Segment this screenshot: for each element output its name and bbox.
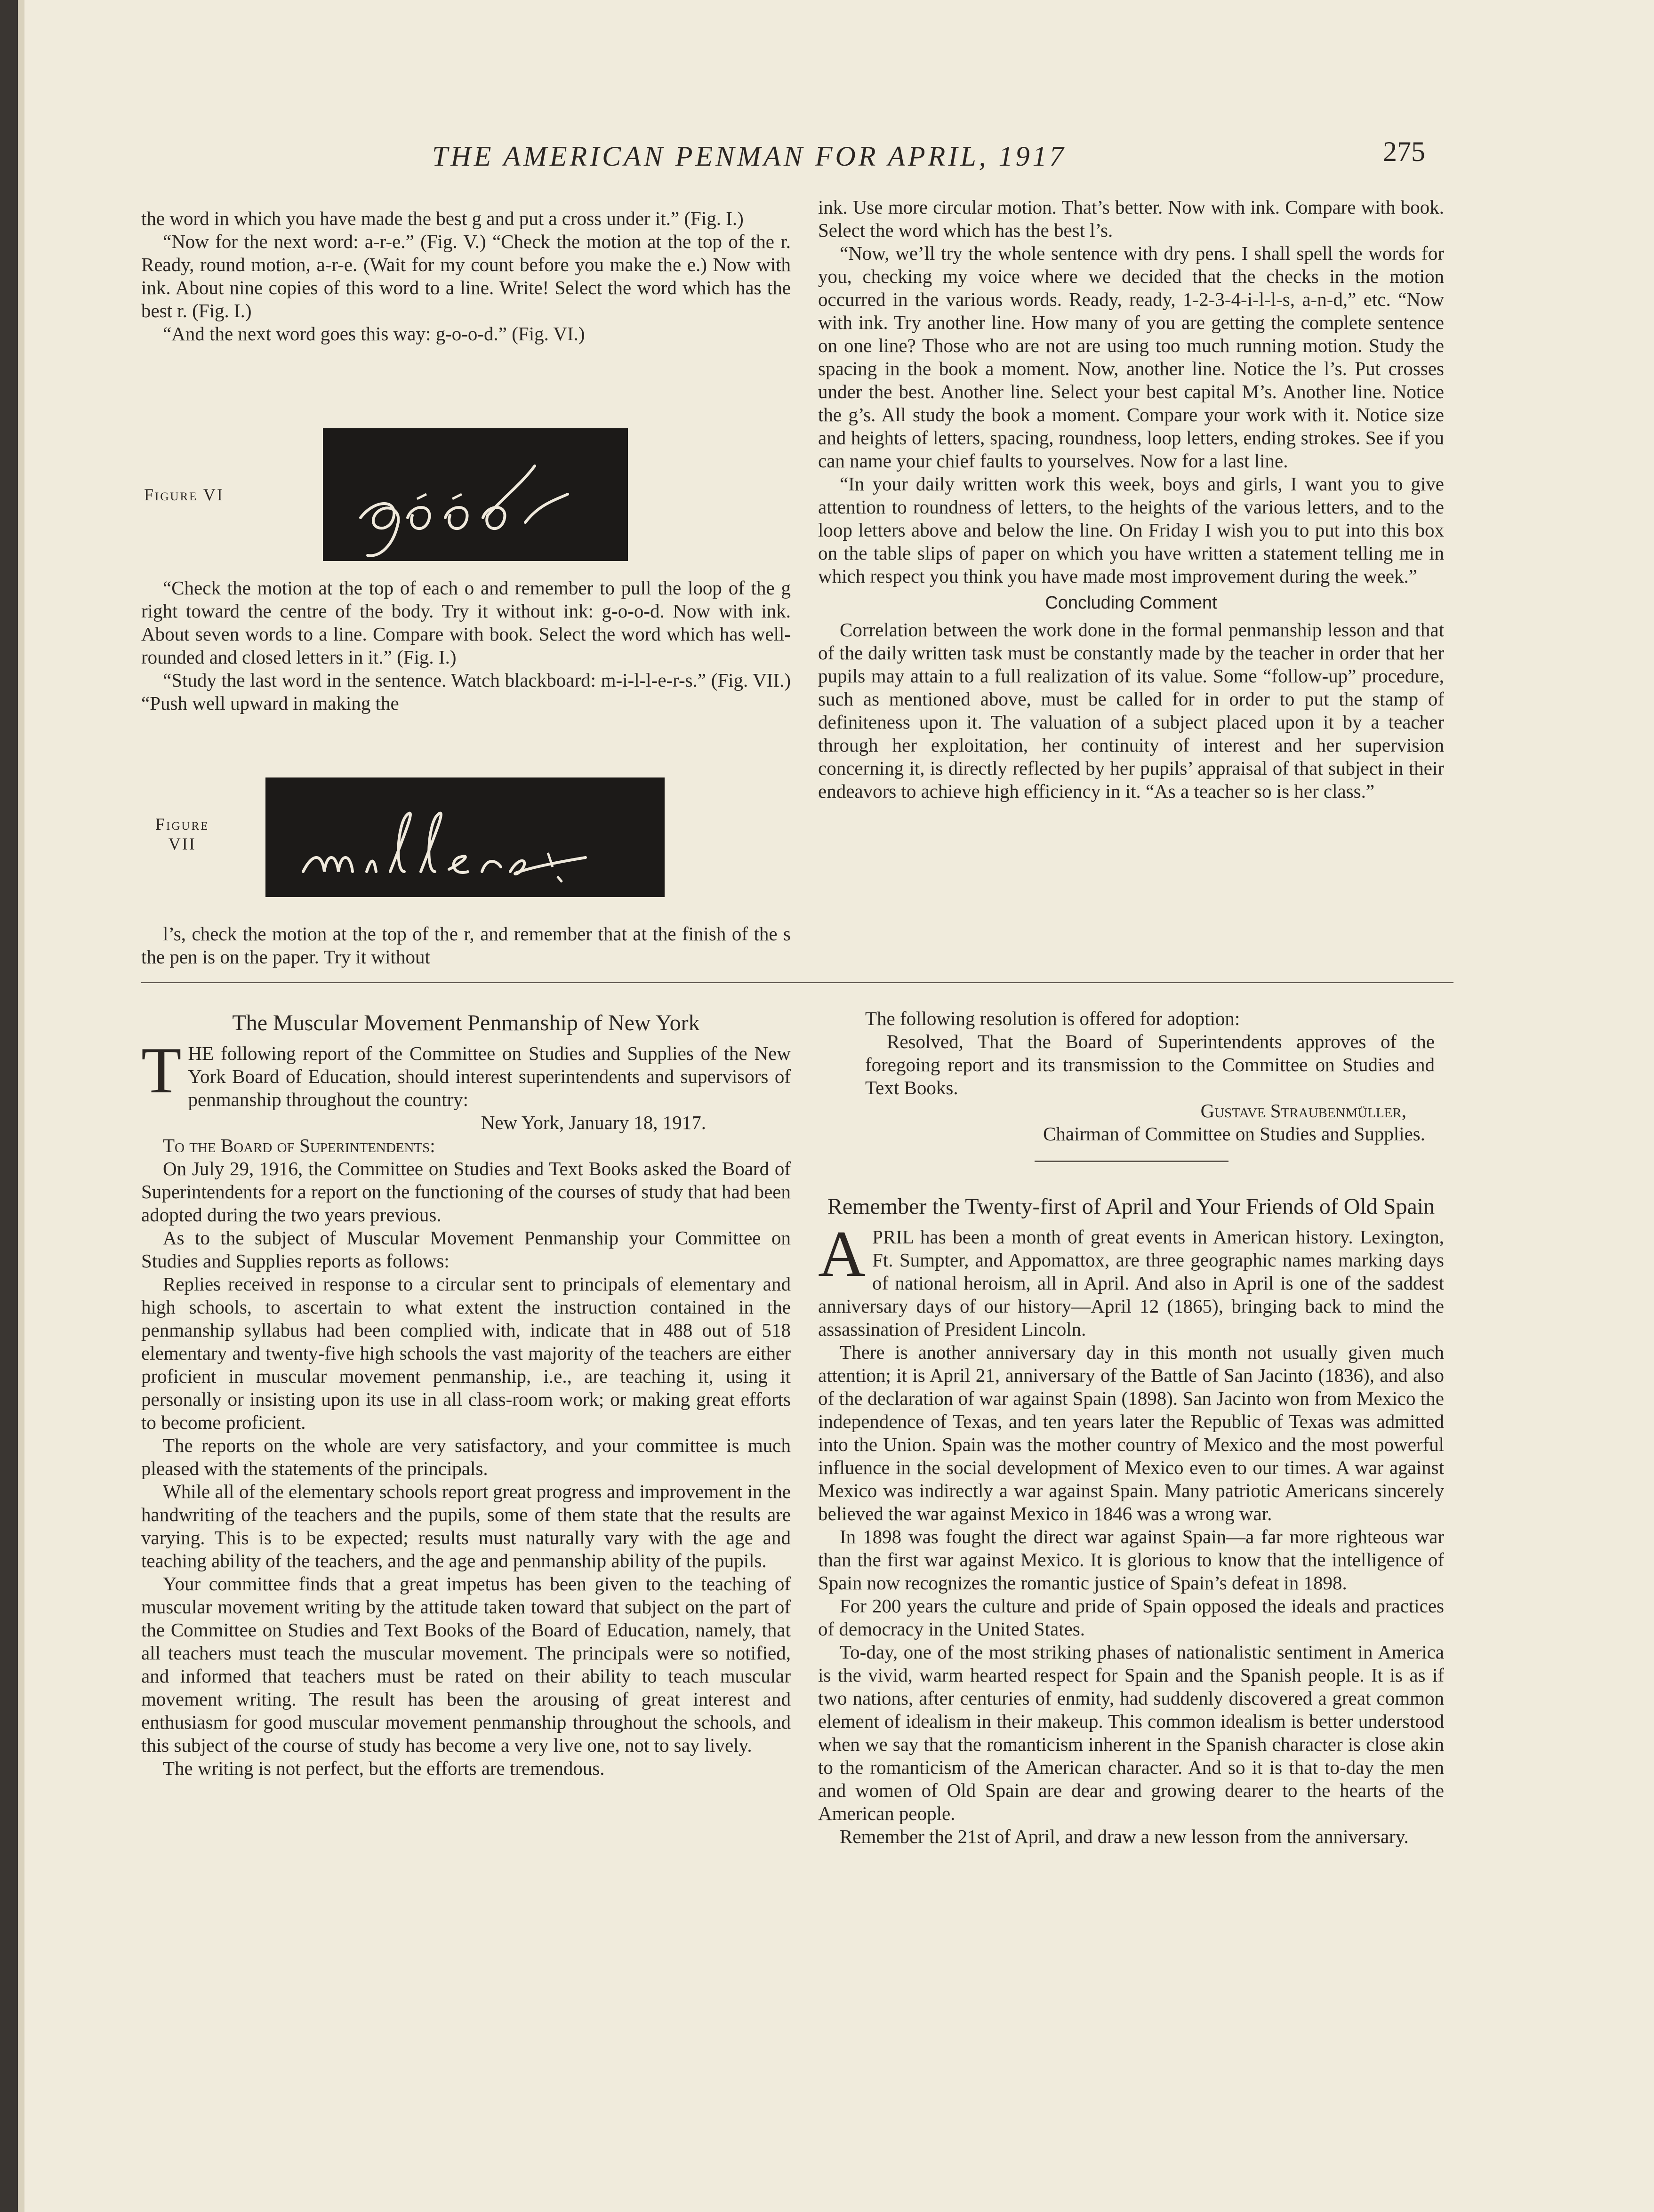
paragraph: ink. Use more circular motion. That’s better. Now with ink. Compare with book. Select the word which has the best l’s. — [818, 196, 1444, 241]
dateline: New York, January 18, 1917. — [481, 1112, 706, 1133]
paragraph: In 1898 was fought the direct war against Spain—a far more righteous war than the first war against Mexico. It is glorious to know that the intelligence of Spain now recognizes the romantic justice of Spain’s defeat in 1898. — [818, 1526, 1444, 1594]
millers-handwriting-icon — [265, 777, 665, 897]
spain-article — [818, 1194, 1444, 1848]
paragraph: the word in which you have made the best g and put a cross under it.” (Fig. I.) — [141, 208, 744, 229]
paragraph: Correlation between the work done in the formal penmanship lesson and that of the daily written task must be constantly made by the teacher in order that her pupils may attain to a full realization of its value. Some “follow-up” procedure, such as mentioned above, must be called for in order to put the stamp of definiteness upon it. The valuation of a subject placed upon it by a teacher through her exploitation, her continuity of interest and her supervision concerning it, is directly reflected by her pupils’ appraisal of that subject in their endeavors to achieve high efficiency in it. “As a teacher so is her class.” — [818, 619, 1444, 802]
article-title: Remember the Twenty-first of April and Your Friends of Old Spain — [827, 1194, 1435, 1219]
paragraph: For 200 years the culture and pride of Spain opposed the ideals and practices of democracy in the United States. — [818, 1595, 1444, 1640]
left-top-column-a — [141, 207, 791, 345]
intro-text: HE following report of the Committee on Studies and Supplies of the New York Board of Education, should interest superintendents and supervisors of penmanship throughout the country: — [188, 1042, 791, 1110]
figure-vi-image — [323, 428, 628, 561]
muscular-movement-article — [141, 1010, 791, 1780]
figure-vii-label-line2: VII — [168, 834, 196, 853]
paragraph: Remember the 21st of April, and draw a new lesson from the anniversary. — [840, 1826, 1409, 1847]
intro-paragraph — [818, 1218, 1444, 1341]
paragraph: “And the next word goes this way: g-o-o-d.” (Fig. VI.) — [163, 323, 585, 345]
drop-cap: A — [818, 1218, 866, 1290]
paragraph: While all of the elementary schools report great progress and improvement in the handwriting of the teachers and the pupils, some of them state that the results are varying. This is to be expected; results must naturally vary with the age and teaching ability of the teachers, and the age and penmanship ability of the pupils. — [141, 1481, 791, 1571]
article-title: The Muscular Movement Penmanship of New York — [232, 1010, 700, 1035]
signature: Gustave Straubenmüller, — [1200, 1100, 1406, 1122]
figure-vii-label-line1: Figure — [155, 815, 209, 834]
resolution-block — [865, 1007, 1435, 1146]
signature-title: Chairman of Committee on Studies and Supplies. — [1043, 1123, 1425, 1145]
salutation: To the Board of Superintendents: — [163, 1135, 435, 1156]
paragraph: Your committee finds that a great impetus has been given to the teaching of muscular movement writing by the attitude taken toward that subject on the part of the Committee on Studies and Text Books of the Board of Education, namely, that all teachers must teach the muscular movement. The principals were so notified, and informed that teachers must be rated on their ability to teach muscular movement writing. The result has been the arousing of great interest and enthusiasm for good muscular movement penmanship throughout the schools, and this subject of the course of study has become a very live one, not to say lively. — [141, 1573, 791, 1756]
left-top-column-c — [141, 922, 791, 969]
paragraph: On July 29, 1916, the Committee on Studies and Text Books asked the Board of Superintendents for a report on the functioning of the courses of study that had been adopted during the two years previous. — [141, 1158, 791, 1226]
paragraph: Replies received in response to a circular sent to principals of elementary and high schools, to ascertain to what extent the instruction contained in the penmanship syllabus had been complied with, indicate that in 488 out of 518 elementary and twenty-five high schools the vast majority of the teachers are either proficient in muscular movement penmanship, i.e., are teaching it, using it personally or insisting upon its use in all class-room work; or making great efforts to become proficient. — [141, 1273, 791, 1433]
paragraph: Resolved, That the Board of Superintendents approves of the foregoing report and its transmission to the Committee on Studies and Text Books. — [865, 1031, 1435, 1098]
drop-cap: T — [141, 1034, 182, 1107]
running-head: THE AMERICAN PENMAN FOR APRIL, 1917 — [432, 141, 1067, 172]
paragraph: “Now for the next word: a-r-e.” (Fig. V.) “Check the motion at the top of the r. Ready, round motion, a-r-e. (Wait for my count before you make the e.) Now with ink. About nine copies of this word to a line. Write! Select the word which has the best r. (Fig. I.) — [141, 231, 791, 321]
paragraph: As to the subject of Muscular Movement Penmanship your Committee on Studies and Supplies reports as follows: — [141, 1227, 791, 1272]
paragraph: There is another anniversary day in this month not usually given much attention; it is April 21, anniversary of the Battle of San Jacinto (1836), and also of the declaration of war against Spain (1898). San Jacinto won from Mexico the independence of Texas, and ten years later the Republic of Texas was admitted into the Union. Spain was the mother country of Mexico and the most powerful influence in the social development of Mexico even to our times. A war against Mexico was indirectly a war against Spain. Many patriotic Americans sincerely believed the war against Mexico in 1846 was a wrong war. — [818, 1341, 1444, 1524]
page-spine-edge — [18, 0, 24, 2212]
intro-text: PRIL has been a month of great events in American history. Lexington, Ft. Sumpter, and Appomattox, are three geographic names marking days of national heroism, all in April. And also in April is one of the saddest anniversary days of our history—April 12 (1865), bringing back to mind the assassination of President Lincoln. — [818, 1226, 1444, 1340]
right-top-column — [818, 196, 1444, 803]
paragraph: l’s, check the motion at the top of the r, and remember that at the finish of the s the pen is on the paper. Try it without — [141, 923, 791, 968]
intro-paragraph — [141, 1034, 791, 1111]
paragraph: The reports on the whole are very satisfactory, and your committee is much pleased with the statements of the principals. — [141, 1435, 791, 1479]
paragraph: “Check the motion at the top of each o and remember to pull the loop of the g right toward the centre of the body. Try it without ink: g-o-o-d. Now with ink. About seven words to a line. Compare with book. Select the word which has well-rounded and closed letters in it.” (Fig. I.) — [141, 577, 791, 668]
paragraph: “Study the last word in the sentence. Watch blackboard: m-i-l-l-e-r-s.” (Fig. VII.) “Push well upward in making the — [141, 669, 791, 714]
figure-vii-label — [155, 814, 209, 854]
concluding-comment-heading: Concluding Comment — [1045, 593, 1217, 613]
paragraph: The writing is not perfect, but the efforts are tremendous. — [163, 1757, 605, 1779]
left-top-column-b — [141, 577, 791, 715]
figure-vii-image — [265, 777, 665, 897]
paragraph: “Now, we’ll try the whole sentence with dry pens. I shall spell the words for you, checking my voice where we decided that the checks in the motion occurred in the various words. Ready, ready, 1-2-3-4-i-l-l-s, a-n-d,” etc. “Now with ink. Try another line. How many of you are getting the complete sentence on one line? Those who are not are using too much running motion. Study the spacing in the book a moment. Now, another line. Notice the l’s. Put crosses under the best. Another line. Select your best capital M’s. Another line. Notice the g’s. All study the book a moment. Compare your work with it. Notice size and heights of letters, spacing, roundness, loop letters, ending strokes. See if you can name your chief faults to yourselves. Now for a last line. — [818, 242, 1444, 472]
paragraph: To-day, one of the most striking phases of nationalistic sentiment in America is the vivid, warm hearted respect for Spain and the Spanish people. It is as if two nations, after centuries of enmity, had suddenly discovered a great common element of idealism in their makeup. This common idealism is better understood when we say that the romanticism inherent in the Spanish character is close akin to the romanticism of the American character. And so it is that to-day the men and women of Old Spain are dear and growing dearer to the hearts of the American people. — [818, 1641, 1444, 1824]
page-number: 275 — [1383, 136, 1425, 167]
figure-vi-label: Figure VI — [144, 485, 224, 504]
paragraph: “In your daily written work this week, boys and girls, I want you to give attention to roundness of letters, to the heights of the various letters, and to the loop letters above and below the line. On Friday I wish you to put into this box on the table slips of paper on which you have written a statement telling me in which respect you think you have made most improvement during the week.” — [818, 473, 1444, 587]
good-handwriting-icon — [323, 428, 628, 561]
short-divider — [1035, 1161, 1228, 1162]
magazine-page — [18, 0, 1654, 2212]
horizontal-divider — [141, 982, 1453, 983]
paragraph: The following resolution is offered for adoption: — [865, 1008, 1240, 1029]
